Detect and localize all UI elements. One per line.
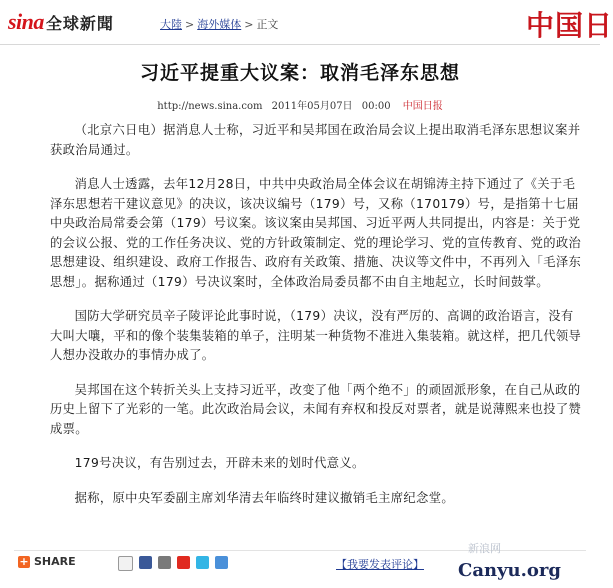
article-source[interactable]: 中国日报 (402, 101, 443, 112)
share-label: SHARE (34, 555, 76, 568)
print-icon[interactable] (118, 556, 133, 571)
facebook-icon[interactable] (139, 556, 152, 569)
paragraph: 179号决议，有告别过去，开辟未来的划时代意义。 (74, 456, 365, 470)
paragraph: （北京六日电）据消息人士称，习近平和吴邦国在政治局会议上提出取消毛泽东思想议案并获政治局通过。 (50, 123, 581, 157)
breadcrumb-current: 正文 (256, 18, 279, 31)
breadcrumb: 大陸 > 海外媒体 > 正文 (160, 18, 279, 31)
twitter-icon[interactable] (196, 556, 209, 569)
logo-sina-text: sina (8, 9, 44, 34)
article-time: 00:00 (361, 101, 391, 112)
weibo-icon[interactable] (177, 556, 190, 569)
article-url[interactable]: http://news.sina.com (157, 101, 263, 112)
plus-icon: + (19, 554, 29, 568)
myspace-icon[interactable] (158, 556, 171, 569)
article-date: 2011年05月07日 (271, 101, 353, 112)
article-title: 习近平提重大议案：取消毛泽东思想 (139, 62, 460, 84)
site-header (0, 0, 613, 45)
post-comment-link[interactable]: 【我要发表评论】 (336, 558, 424, 571)
china-daily-masthead: 中国日 (526, 9, 613, 42)
breadcrumb-dalu[interactable]: 大陸 (160, 18, 182, 31)
breadcrumb-overseas-media[interactable]: 海外媒体 (197, 18, 242, 31)
logo-cn-text: 全球新聞 (45, 14, 114, 33)
paragraph: 国防大学研究员辛子陵评论此事时说，（179）决议，没有严厉的、高调的政治语言，没有大叫大嚷，平和的像个装集装箱的单子，注明某一种货物不准进入集装箱。就这样，把几代领导人想办没敢办的事情办成了。 (50, 309, 582, 362)
share-button[interactable] (18, 555, 76, 568)
watermark-faint-text: 新浪网 (468, 542, 501, 555)
paragraph: 消息人士透露，去年12月28日，中共中央政治局全体会议在胡锦涛主持下通过了《关于毛泽东思想若干建议意见》的决议，该决议编号（179）号，又称（170179）号，是指第十七届中央政治局常委会第（179）号议案。该议案由吴邦国、习近平两人共同提出，内容是：关于党的会议公报、党的工作任务决议、党的方针政策制定、党的理论学习、党的宣传教育、党的政治思想建设、组织建设、政府工作报告、政府有关政策、措施、决议等文件中，不再列入「毛泽东思想」。据称通过（179）号决议案时，全体政治局委员都不由自主地起立，长时间鼓掌。 (50, 177, 582, 289)
paragraph: 据称，原中央军委副主席刘华清去年临终时建议撤销毛主席纪念堂。 (74, 490, 455, 505)
bookmark-icon[interactable] (215, 556, 228, 569)
article-meta (0, 97, 600, 112)
paragraph: 吴邦国在这个转折关头上支持习近平，改变了他「两个绝不」的顽固派形象，在自己从政的历史上留下了光彩的一笔。此次政治局会议，未闻有弃权和投反对票者，就是说薄熙来也投了赞成票。 (50, 382, 582, 436)
share-icons (118, 556, 228, 571)
sina-logo[interactable] (8, 9, 114, 35)
canyu-watermark: Canyu.org (458, 560, 561, 581)
article-body (50, 121, 582, 523)
